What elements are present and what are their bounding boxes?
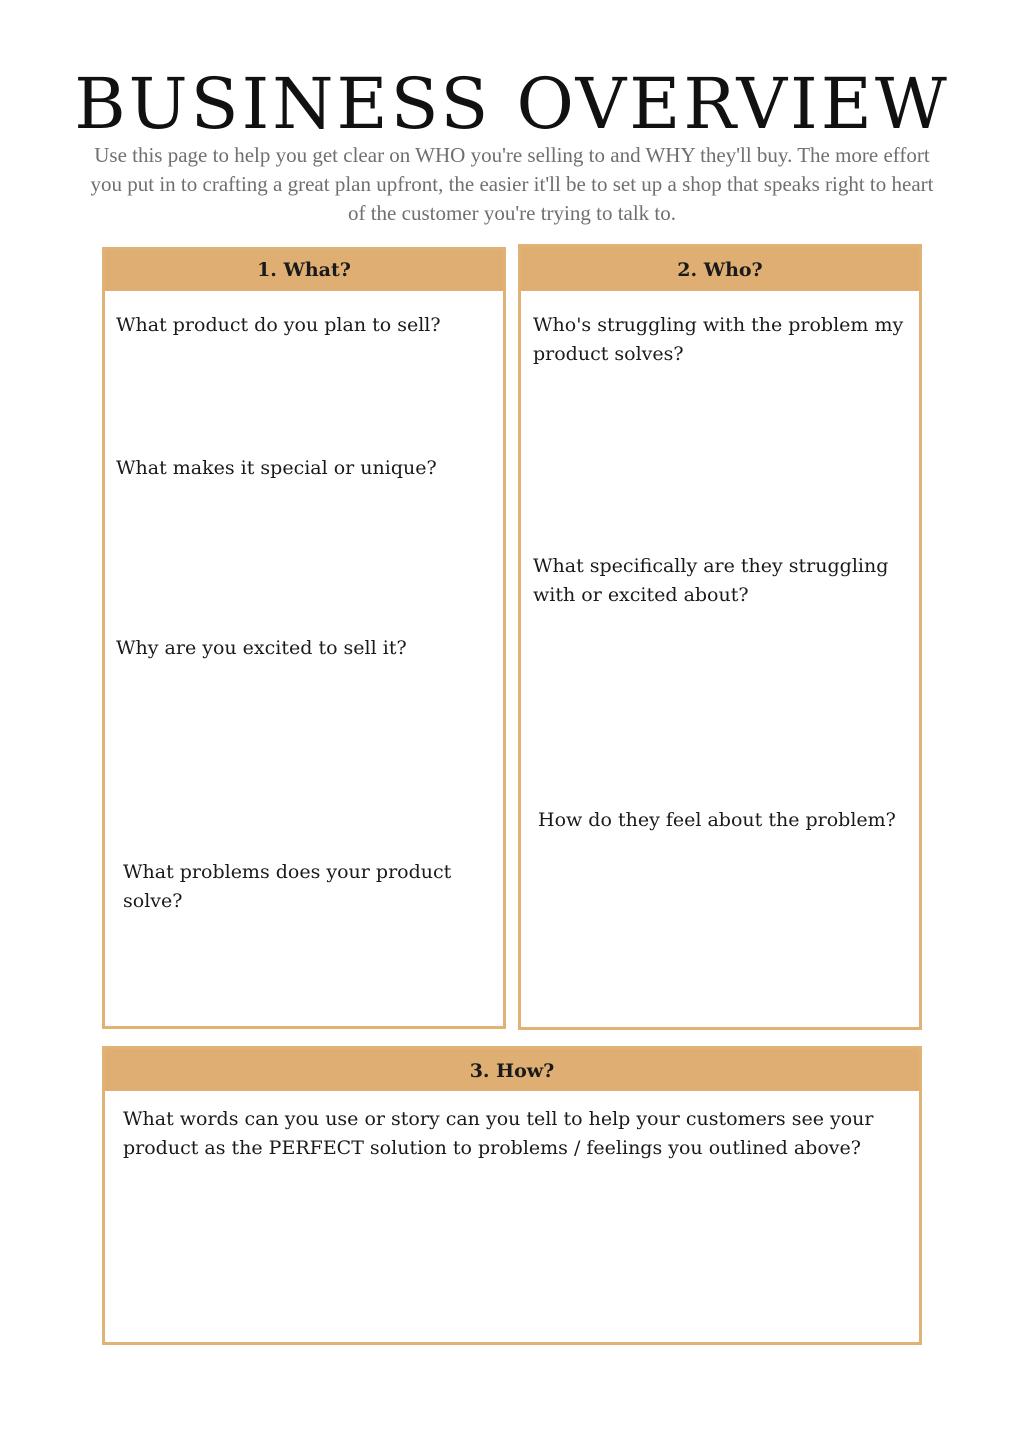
section-what xyxy=(102,247,506,1029)
page-title: BUSINESS OVERVIEW xyxy=(74,63,950,145)
how-prompt-story: What words can you use or story can you tell to help your customers see your product as the PERFECT solution to problems / feelings you outlined above? xyxy=(123,1108,874,1159)
what-prompt-unique: What makes it special or unique? xyxy=(116,457,437,479)
what-prompt-excited: Why are you excited to sell it? xyxy=(116,637,407,659)
who-prompt-struggling: Who's struggling with the problem my product solves? xyxy=(533,314,904,365)
section-who xyxy=(518,244,922,1030)
section-what-heading: 1. What? xyxy=(105,250,503,291)
section-how xyxy=(102,1046,922,1345)
what-prompt-product: What product do you plan to sell? xyxy=(116,314,441,336)
what-prompt-problems: What problems does your product solve? xyxy=(123,861,452,912)
section-who-heading: 2. Who? xyxy=(521,247,919,291)
who-prompt-specifically: What specifically are they struggling with or excited about? xyxy=(533,555,889,606)
who-prompt-feel: How do they feel about the problem? xyxy=(538,809,896,831)
page-intro: Use this page to help you get clear on WHO you're selling to and WHY they'll buy. The more effort you put in to crafting a great plan upfront, the easier it'll be to set up a shop that speaks right to heart of the customer you're trying to talk to. xyxy=(90,143,934,225)
section-how-heading: 3. How? xyxy=(105,1049,919,1091)
